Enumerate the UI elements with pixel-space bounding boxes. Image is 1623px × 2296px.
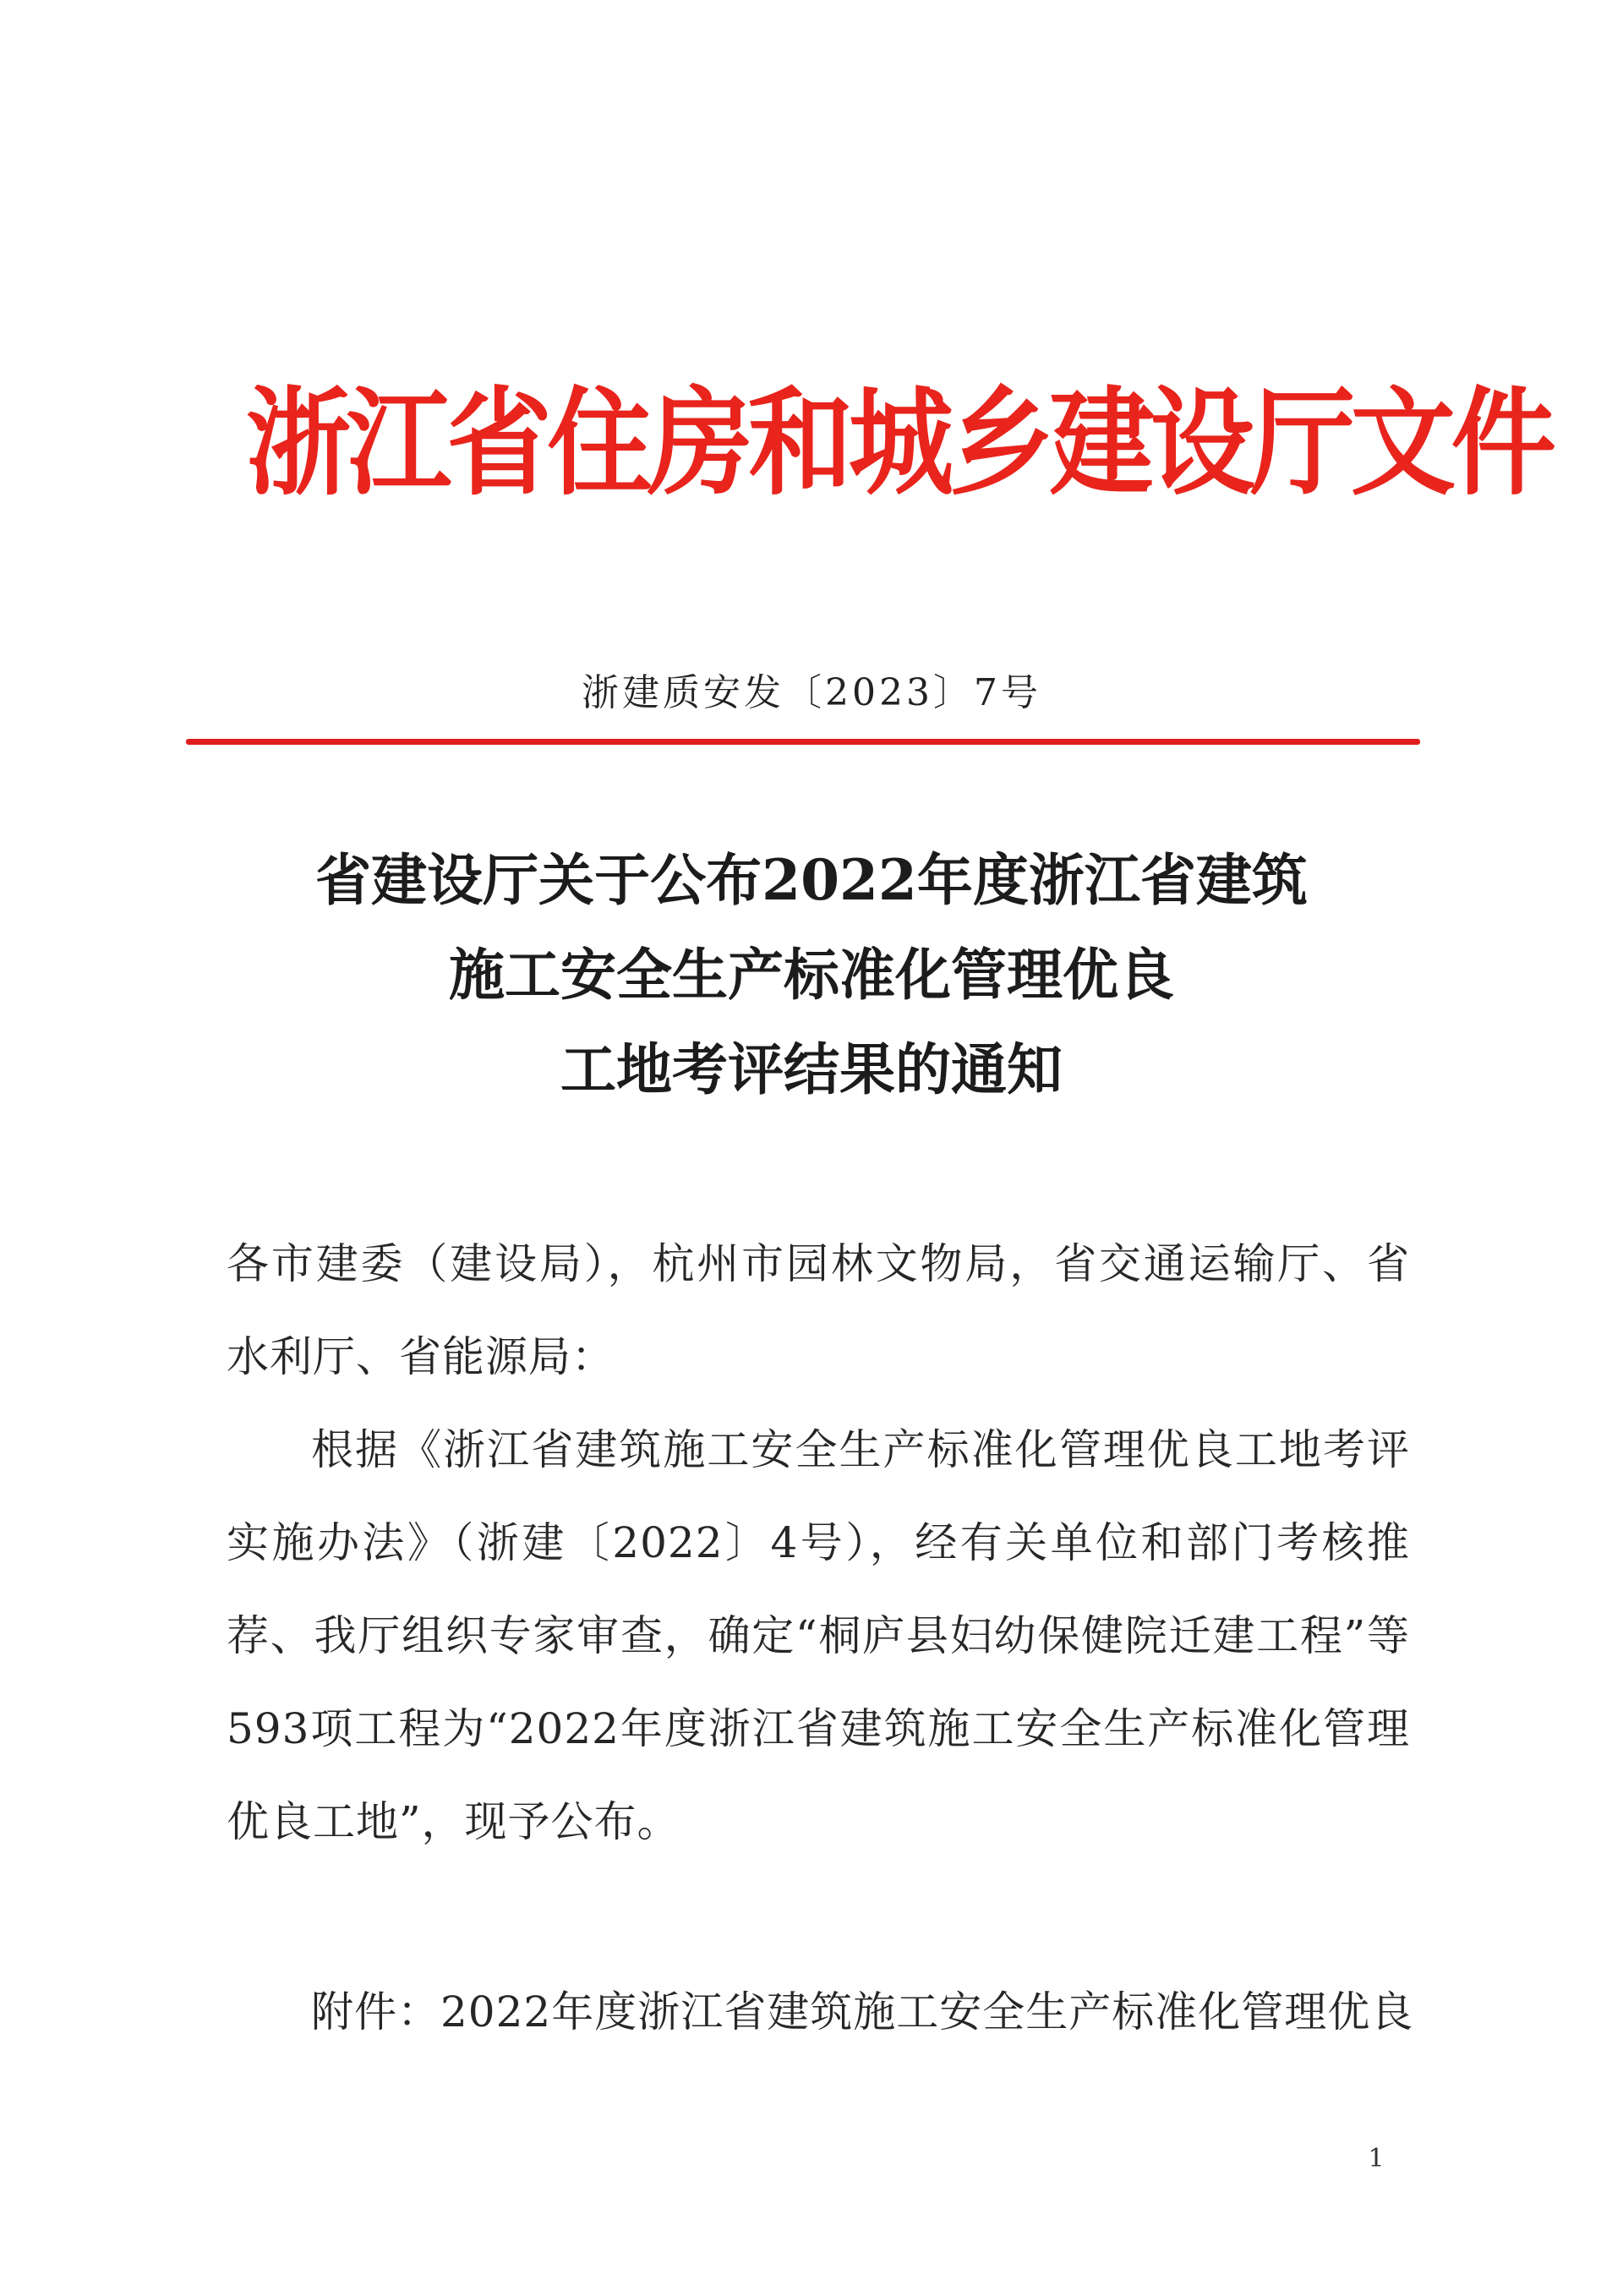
document-body: [227, 1217, 1410, 1868]
title-line: 工地考评结果的通知: [560, 1036, 1063, 1102]
red-separator-line: [186, 739, 1420, 745]
attachment-line: 附件：2022年度浙江省建筑施工安全生产标准化管理优良: [311, 1987, 1414, 2036]
title-line: 施工安全生产标准化管理优良: [449, 942, 1174, 1008]
document-masthead: 浙江省住房和城乡建设厅文件: [246, 375, 1552, 511]
title-line: 省建设厅关于公布2022年度浙江省建筑: [315, 847, 1308, 913]
page-number: 1: [1368, 2144, 1385, 2173]
addressee-paragraph: 各市建委（建设局），杭州市园林文物局，省交通运输厅、省水利厅、省能源局：: [227, 1239, 1410, 1381]
main-paragraph: 根据《浙江省建筑施工安全生产标准化管理优良工地考评实施办法》（浙建〔2022〕4号），经有关单位和部门考核推荐、我厅组织专家审查，确定“桐庐县妇幼保健院迁建工程”等593项工程为“2022年度浙江省建筑施工安全生产标准化管理优良工地”，现予公布。: [227, 1425, 1410, 1846]
document-number: 浙建质安发〔2023〕7号: [582, 671, 1041, 714]
document-title: [203, 833, 1420, 1117]
